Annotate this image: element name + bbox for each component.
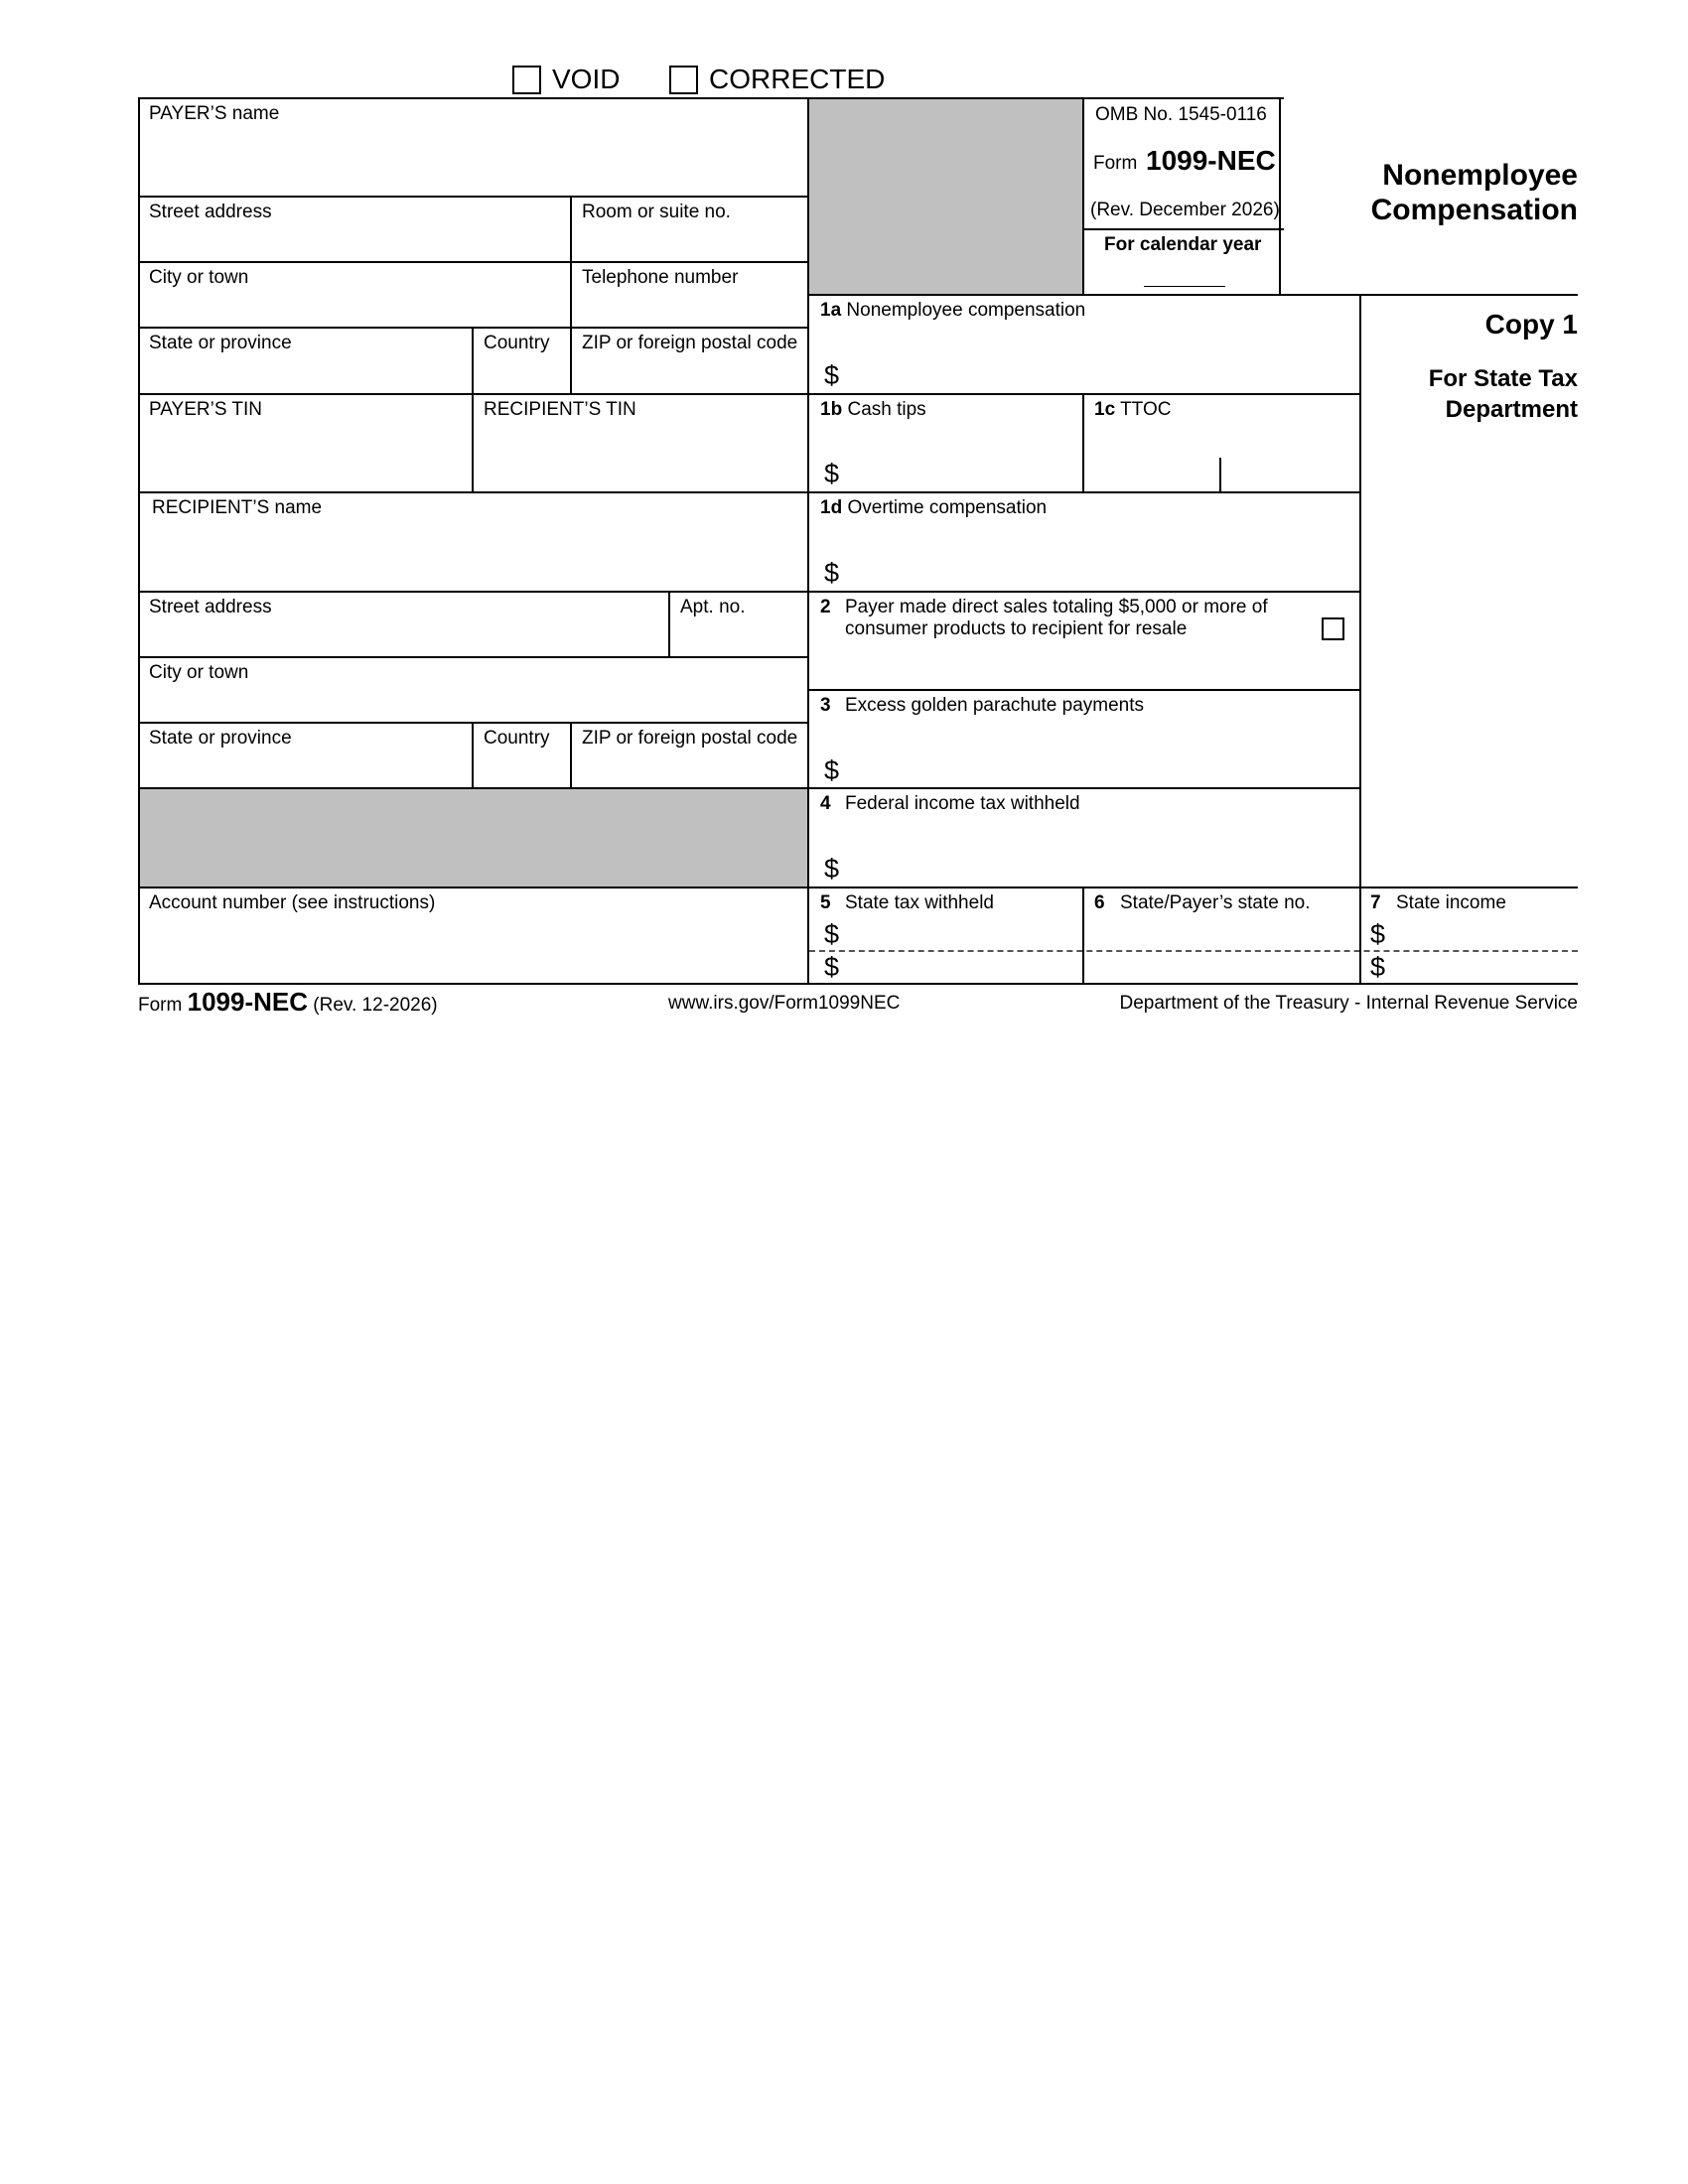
payer-city-field[interactable] bbox=[145, 292, 562, 322]
line-state-dashed bbox=[809, 950, 1578, 952]
corrected-checkbox[interactable] bbox=[669, 66, 698, 94]
line-box4-top bbox=[138, 787, 1361, 789]
form-revision: (Rev. December 2026) bbox=[1090, 200, 1280, 220]
payer-name-label: PAYER’S name bbox=[149, 103, 280, 124]
box-4-dollar: $ bbox=[824, 854, 840, 884]
box-1a-field[interactable] bbox=[844, 357, 1350, 389]
payer-country-label: Country bbox=[484, 333, 550, 353]
recipient-zip-label: ZIP or foreign postal code bbox=[582, 728, 798, 749]
line-apt-left bbox=[668, 591, 670, 658]
line-ttoc-divider bbox=[1219, 458, 1221, 491]
line-recipient-city-top bbox=[138, 656, 809, 658]
payer-state-label: State or province bbox=[149, 333, 292, 353]
line-tin-top bbox=[138, 393, 1361, 395]
recipient-zip-field[interactable] bbox=[578, 752, 801, 782]
recipient-apt-field[interactable] bbox=[676, 621, 801, 651]
box-1a-dollar: $ bbox=[824, 360, 840, 390]
form-border-left bbox=[138, 97, 140, 985]
box-1c-field[interactable] bbox=[1090, 456, 1215, 487]
recipient-tin-field[interactable] bbox=[480, 437, 799, 482]
box-7-field-line1[interactable] bbox=[1390, 919, 1577, 947]
box-4-field[interactable] bbox=[844, 851, 1350, 883]
box-1b-dollar: $ bbox=[824, 459, 840, 488]
form-border-top bbox=[138, 97, 1284, 99]
payer-tin-field[interactable] bbox=[145, 437, 465, 482]
line-box6-left bbox=[1082, 887, 1084, 985]
box-7-dollar-line2: $ bbox=[1370, 952, 1386, 982]
box-1c-label: 1c TTOC bbox=[1094, 399, 1172, 420]
box-2-checkbox[interactable] bbox=[1322, 617, 1344, 640]
line-payer-room-left bbox=[570, 196, 572, 329]
payer-country-field[interactable] bbox=[480, 357, 565, 387]
line-box1c-left bbox=[1082, 393, 1084, 491]
box-1d-dollar: $ bbox=[824, 558, 840, 588]
box-7-dollar-line1: $ bbox=[1370, 919, 1386, 949]
box-5-field-line1[interactable] bbox=[844, 919, 1076, 947]
line-box3-top bbox=[809, 689, 1361, 691]
line-box1a-top bbox=[809, 294, 1578, 296]
box-7-field-line2[interactable] bbox=[1390, 953, 1577, 981]
box-1d-label: 1d Overtime compensation bbox=[820, 497, 1048, 518]
shaded-reserved-area-top bbox=[809, 99, 1084, 296]
form-title-line1: Nonemployee bbox=[1382, 159, 1578, 192]
payer-zip-field[interactable] bbox=[578, 357, 801, 387]
line-payer-name-bottom bbox=[138, 196, 809, 198]
footer-form-number: 1099-NEC bbox=[187, 987, 309, 1017]
line-city-bottom bbox=[138, 327, 809, 329]
box-2-label-line1: Payer made direct sales totaling $5,000 or more of bbox=[845, 597, 1268, 617]
calendar-year-label: For calendar year bbox=[1104, 234, 1262, 255]
footer-agency: Department of the Treasury - Internal Revenue Service bbox=[1119, 993, 1578, 1014]
corrected-label: CORRECTED bbox=[709, 64, 886, 94]
copy-title: Copy 1 bbox=[1484, 309, 1578, 340]
line-payer-country-left bbox=[472, 327, 474, 491]
payer-street-label: Street address bbox=[149, 202, 272, 222]
line-recipient-country-left bbox=[472, 722, 474, 789]
recipient-country-field[interactable] bbox=[480, 752, 565, 782]
box-6-number: 6 bbox=[1094, 892, 1105, 913]
line-payer-zip-left bbox=[570, 327, 572, 393]
box-4-number: 4 bbox=[820, 793, 831, 814]
recipient-city-label: City or town bbox=[149, 662, 249, 683]
line-center-divider bbox=[807, 97, 809, 985]
line-copy-column-left bbox=[1359, 294, 1361, 985]
box-3-dollar: $ bbox=[824, 755, 840, 785]
copy-subtitle-line1: For State Tax bbox=[1428, 365, 1578, 392]
box-6-field-line1[interactable] bbox=[1090, 919, 1354, 947]
payer-phone-field[interactable] bbox=[578, 292, 801, 322]
box-1b-label: 1b Cash tips bbox=[820, 399, 926, 420]
box-1d-field[interactable] bbox=[844, 555, 1350, 587]
copy-subtitle-line2: Department bbox=[1445, 396, 1578, 423]
box-3-label: Excess golden parachute payments bbox=[845, 695, 1145, 716]
form-border-bottom bbox=[138, 983, 1578, 985]
footer-form-word: Form bbox=[138, 995, 183, 1016]
form-word: Form bbox=[1093, 153, 1138, 174]
line-omb-left bbox=[1082, 97, 1084, 296]
payer-tin-label: PAYER’S TIN bbox=[149, 399, 263, 420]
box-1a-label: 1a Nonemployee compensation bbox=[820, 300, 1086, 321]
line-recipient-name-top bbox=[138, 491, 1361, 493]
footer-form-rev: (Rev. 12-2026) bbox=[313, 995, 438, 1016]
payer-zip-label: ZIP or foreign postal code bbox=[582, 333, 798, 353]
box-6-field-line2[interactable] bbox=[1090, 953, 1354, 981]
payer-room-field[interactable] bbox=[578, 226, 801, 256]
line-account-top bbox=[138, 887, 1578, 888]
box-6-label: State/Payer’s state no. bbox=[1120, 892, 1311, 913]
box-7-label: State income bbox=[1396, 892, 1506, 913]
form-title-line2: Compensation bbox=[1370, 194, 1578, 226]
box-3-number: 3 bbox=[820, 695, 831, 716]
account-number-field[interactable] bbox=[145, 923, 800, 977]
box-2-label-line2: consumer products to recipient for resale bbox=[845, 618, 1188, 639]
recipient-state-label: State or province bbox=[149, 728, 292, 749]
line-recipient-state-top bbox=[138, 722, 809, 724]
shaded-reserved-area-left bbox=[138, 789, 809, 887]
account-number-label: Account number (see instructions) bbox=[149, 892, 436, 913]
omb-number: OMB No. 1545-0116 bbox=[1095, 104, 1267, 125]
box-7-number: 7 bbox=[1370, 892, 1381, 913]
line-rev-bottom bbox=[1084, 228, 1284, 230]
payer-state-field[interactable] bbox=[145, 357, 465, 387]
box-1b-field[interactable] bbox=[844, 456, 1076, 487]
recipient-country-label: Country bbox=[484, 728, 550, 749]
recipient-city-field[interactable] bbox=[145, 687, 800, 717]
footer-irs-url: www.irs.gov/Form1099NEC bbox=[668, 993, 901, 1014]
box-5-dollar-line2: $ bbox=[824, 952, 840, 982]
recipient-street-label: Street address bbox=[149, 597, 272, 617]
box-5-field-line2[interactable] bbox=[844, 953, 1076, 981]
box-5-label: State tax withheld bbox=[845, 892, 994, 913]
box-2-number: 2 bbox=[820, 597, 831, 617]
recipient-name-label: RECIPIENT’S name bbox=[152, 497, 323, 518]
form-number: 1099-NEC bbox=[1146, 145, 1276, 176]
recipient-tin-label: RECIPIENT’S TIN bbox=[484, 399, 636, 420]
box-3-field[interactable] bbox=[844, 752, 1350, 784]
payer-name-field[interactable] bbox=[145, 129, 800, 189]
payer-street-field[interactable] bbox=[145, 226, 562, 256]
recipient-street-field[interactable] bbox=[145, 621, 661, 651]
payer-phone-label: Telephone number bbox=[582, 267, 739, 288]
box-5-number: 5 bbox=[820, 892, 831, 913]
box-4-label: Federal income tax withheld bbox=[845, 793, 1080, 814]
line-omb-right bbox=[1279, 97, 1281, 296]
void-label: VOID bbox=[552, 64, 621, 94]
recipient-state-field[interactable] bbox=[145, 752, 465, 782]
payer-room-label: Room or suite no. bbox=[582, 202, 731, 222]
box-5-dollar-line1: $ bbox=[824, 919, 840, 949]
payer-city-label: City or town bbox=[149, 267, 249, 288]
footer-form-id bbox=[138, 988, 438, 1020]
calendar-year-underline bbox=[1144, 286, 1225, 287]
recipient-name-field[interactable] bbox=[145, 526, 800, 584]
calendar-year-field[interactable] bbox=[1142, 260, 1225, 286]
void-checkbox[interactable] bbox=[512, 66, 541, 94]
line-recipient-zip-left bbox=[570, 722, 572, 789]
line-recipient-street-top bbox=[138, 591, 1361, 593]
recipient-apt-label: Apt. no. bbox=[680, 597, 746, 617]
line-street-bottom bbox=[138, 261, 809, 263]
